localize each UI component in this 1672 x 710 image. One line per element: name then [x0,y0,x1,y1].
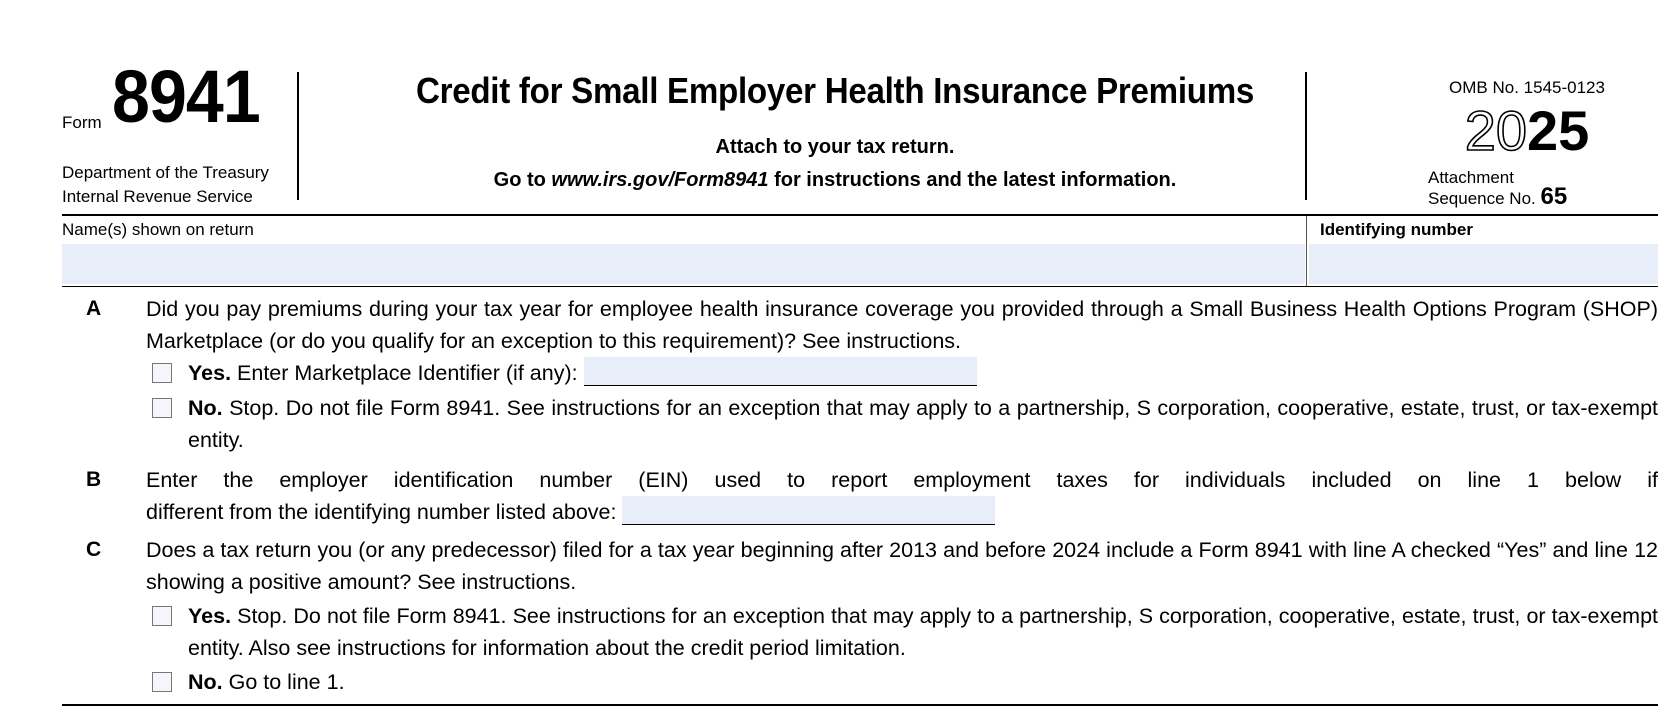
year-bold-digits: 25 [1527,99,1590,162]
form-number: 8941 [112,55,260,138]
header-divider-left [297,72,299,200]
irs-url-link[interactable]: www.irs.gov/Form8941 [551,169,769,191]
yes-label: Yes. [188,361,232,385]
sequence-number: 65 [1540,183,1568,210]
omb-number: OMB No. 1545-0123 [1449,78,1605,97]
no-label: No. [188,396,223,420]
department-line-2: Internal Revenue Service [62,187,253,206]
question-c-yes-checkbox[interactable] [152,606,172,626]
tax-year [1396,99,1658,162]
goto-prefix: Go to [493,169,552,191]
question-b-letter: B [86,468,102,491]
question-c-letter: C [86,538,102,561]
attach-instruction: Attach to your tax return. [715,136,955,158]
name-id-divider [1306,216,1307,286]
ein-input[interactable] [622,496,995,525]
no-label: No. [188,670,223,694]
question-a-yes-checkbox[interactable] [152,363,172,383]
goto-suffix: for instructions and the latest information. [768,169,1177,191]
identifying-number-label: Identifying number [1320,220,1473,239]
question-a-text: Did you pay premiums during your tax year for employee health insurance coverage you provided through a Small Business Health Options Program (SHOP) Marketplace (or do you qualify for an exception to this requirement)? See instructions. [146,297,1658,353]
fields-bottom-rule [62,286,1658,287]
identifying-number-input[interactable] [1309,244,1658,284]
question-a-yes-option [188,357,1658,389]
section-bottom-rule [62,704,1658,706]
sequence-label: Sequence No. [1428,189,1536,208]
question-c-no-checkbox[interactable] [152,672,172,692]
yes-text: Enter Marketplace Identifier (if any): [231,361,578,385]
question-c-text: Does a tax return you (or any predecessor) filed for a tax year beginning after 2013 and before 2024 include a Form 8941 with line A checked “Yes” and line 12 showing a positive amount? See instructions. [146,538,1658,594]
attachment-sequence [1428,168,1567,208]
question-a-no-checkbox[interactable] [152,398,172,418]
header-bottom-rule [62,214,1658,216]
question-a-no-option [188,392,1658,456]
form-title: Credit for Small Employer Health Insurance Premiums [415,70,1255,111]
no-text: Stop. Do not file Form 8941. See instructions for an exception that may apply to a partnership, S corporation, cooperative, estate, trust, or tax-exempt entity. [188,396,1658,452]
no-text: Go to line 1. [222,670,345,694]
department-line-1: Department of the Treasury [62,163,269,182]
goto-instruction [320,169,1350,192]
question-c-no-option [188,666,1658,698]
question-b-text-line-2 [146,496,1658,528]
question-a-letter: A [86,297,102,320]
name-input[interactable] [62,244,1305,284]
marketplace-identifier-input[interactable] [584,357,977,386]
form-label: Form [62,113,102,132]
year-outline-digits: 20 [1464,99,1527,162]
header-divider-right [1305,72,1307,200]
yes-label: Yes. [188,604,232,628]
department [62,161,269,209]
question-c-yes-option [188,600,1658,664]
attachment-label: Attachment [1428,168,1514,187]
question-b-text-end: different from the identifying number listed above: [146,500,617,524]
name-label: Name(s) shown on return [62,220,254,239]
question-b-text-line-1: Enter the employer identification number (EIN) used to report employment taxes for individuals included on line 1 below if [146,468,1658,492]
yes-text: Stop. Do not file Form 8941. See instructions for an exception that may apply to a partnership, S corporation, cooperative, estate, trust, or tax-exempt entity. Also see instructions for information about the credit period limitation. [188,604,1658,660]
